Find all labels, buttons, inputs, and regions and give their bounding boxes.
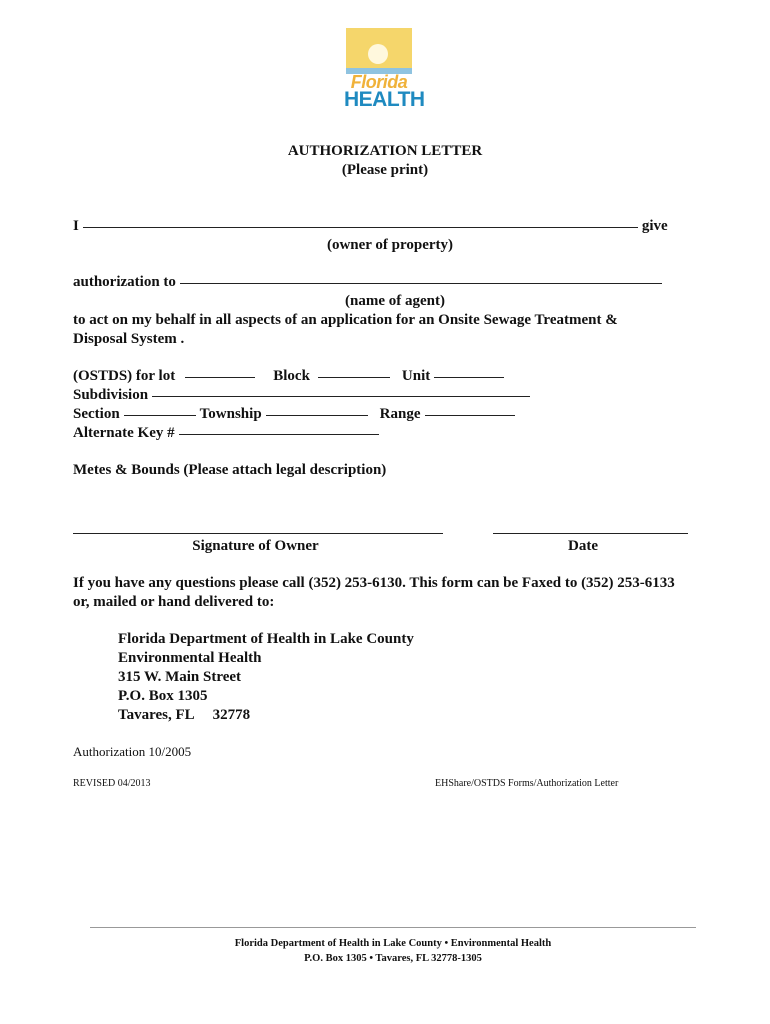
agent-row — [73, 274, 693, 291]
agent-prefix: authorization to — [73, 274, 176, 290]
footer-line-1: Florida Department of Health in Lake County • Environmental Health — [234, 938, 552, 949]
page-subtitle: (Please print) — [341, 162, 429, 178]
section-township-range-row — [73, 406, 753, 423]
sun-graphic — [346, 28, 412, 72]
authorization-note: Authorization 10/2005 — [73, 744, 192, 759]
contact-line-1: If you have any questions please call (352) 253-6130. This form can be Faxed to (352) 253-6133 — [73, 575, 675, 591]
lot-label: (OSTDS) for lot — [73, 368, 176, 384]
logo-health-text: HEALTH — [344, 88, 425, 111]
alternate-key-row — [73, 425, 753, 442]
address-line-3: 315 W. Main Street — [118, 669, 242, 685]
section-label: Section — [73, 406, 120, 422]
purpose-line-2: Disposal System . — [73, 331, 185, 347]
owner-prefix: I — [73, 218, 79, 234]
block-label: Block — [273, 368, 310, 384]
section-field[interactable] — [124, 414, 196, 416]
township-field[interactable] — [266, 414, 368, 416]
address-line-4: P.O. Box 1305 — [118, 688, 208, 704]
revised-date: REVISED 04/2013 — [73, 778, 151, 789]
lot-field[interactable] — [185, 376, 255, 378]
signature-date-label: Date — [568, 538, 598, 554]
address-line-2: Environmental Health — [118, 650, 262, 666]
unit-field[interactable] — [434, 376, 504, 378]
owner-caption: (owner of property) — [326, 237, 454, 253]
logo-florida-text: Florida — [350, 72, 408, 92]
lot-block-unit-row — [73, 368, 753, 385]
alternate-key-label: Alternate Key # — [73, 425, 175, 441]
file-path: EHShare/OSTDS Forms/Authorization Letter — [435, 778, 619, 789]
footer-line-2: P.O. Box 1305 • Tavares, FL 32778-1305 — [304, 953, 482, 964]
address-line-5: Tavares, FL 32778 — [118, 707, 251, 723]
date-field[interactable] — [493, 533, 688, 534]
metes-bounds-label: Metes & Bounds (Please attach legal description) — [73, 462, 387, 478]
subdivision-field[interactable] — [152, 395, 530, 397]
signature-owner-label: Signature of Owner — [192, 538, 319, 554]
address-line-1: Florida Department of Health in Lake County — [118, 631, 414, 647]
footer-divider — [90, 927, 696, 928]
agent-caption: (name of agent) — [345, 293, 445, 309]
owner-signature-field[interactable] — [73, 533, 443, 534]
owner-suffix: give — [641, 218, 668, 234]
range-field[interactable] — [425, 414, 515, 416]
unit-label: Unit — [401, 368, 431, 384]
subdivision-row — [73, 387, 753, 404]
agent-name-field[interactable] — [180, 282, 662, 284]
range-label: Range — [379, 406, 421, 422]
alternate-key-field[interactable] — [179, 433, 379, 435]
florida-health-logo — [342, 28, 425, 111]
subdivision-label: Subdivision — [73, 387, 149, 403]
contact-line-2: or, mailed or hand delivered to: — [73, 594, 275, 610]
page-title: AUTHORIZATION LETTER — [287, 143, 483, 159]
township-label: Township — [199, 406, 262, 422]
owner-row — [73, 218, 693, 235]
owner-name-field[interactable] — [83, 226, 638, 228]
block-field[interactable] — [318, 376, 390, 378]
purpose-line-1: to act on my behalf in all aspects of an application for an Onsite Sewage Treatment & — [73, 312, 618, 328]
